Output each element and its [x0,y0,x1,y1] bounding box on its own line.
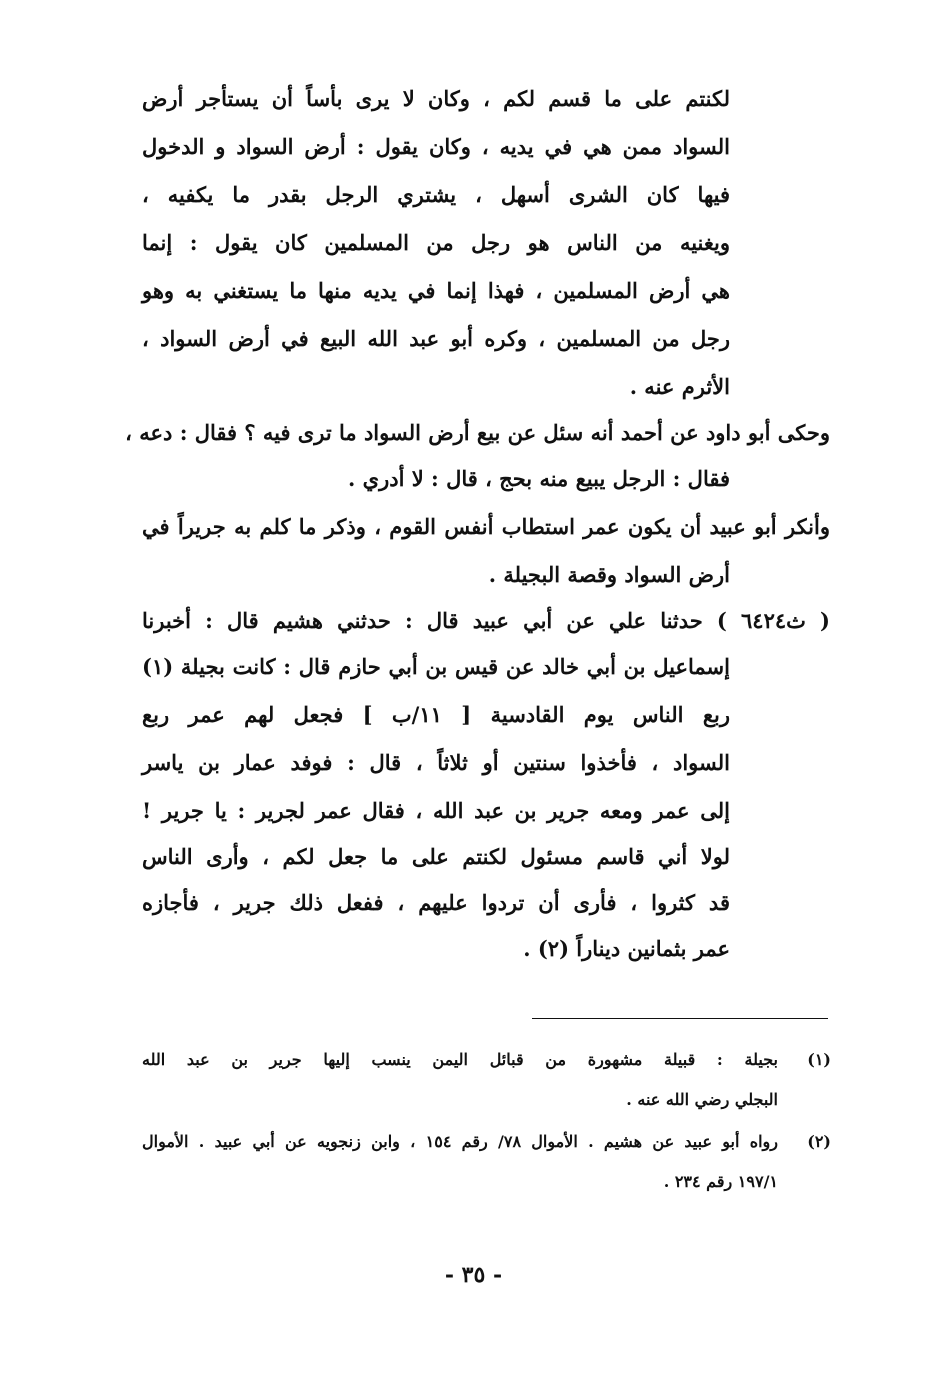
body-line: لكنتم على ما قسم لكم ، وكان لا يرى بأساً أن يستأجر أرض [142,86,730,111]
body-line: السواد ممن هي في يديه ، وكان يقول : أرض السواد و الدخول [142,134,730,159]
body-line: هي أرض المسلمين ، فهذا إنما في يديه منها ما يستغني به وهو [142,278,730,303]
footnote-line: البجلي رضي الله عنه . [626,1090,778,1109]
body-line: قد كثروا ، فأرى أن تردوا عليهم ، ففعل ذلك جرير ، فأجازه [142,890,730,915]
body-line: وحكى أبو داود عن أحمد أنه سئل عن بيع أرض السواد ما ترى فيه ؟ فقال : دعه ، [125,420,830,445]
body-line: إسماعيل بن أبي خالد عن قيس بن أبي حازم قال : كانت بجيلة (١) [142,654,730,679]
body-line: إلى عمر ومعه جرير بن عبد الله ، فقال عمر لجرير : يا جرير ! [142,798,730,823]
footnote-number: (١) [807,1050,831,1069]
body-line: الأثرم عنه . [629,374,730,399]
body-line: ( ث٦٤٢٤ ) حدثنا علي عن أبي عبيد قال : حدثني هشيم قال : أخبرنا [142,608,830,633]
body-line: عمر بثمانين ديناراً (٢) . [523,936,730,961]
body-line: فيها كان الشرى أسهل ، يشتري الرجل بقدر ما يكفيه ، [142,182,730,207]
body-line: ويغنيه من الناس هو رجل من المسلمين كان يقول : إنما [142,230,730,255]
footnote-line: رواه أبو عبيد عن هشيم . الأموال ٧٨/ رقم ١٥٤ ، وابن زنجويه عن أبي عبيد . الأموال [142,1132,778,1151]
body-line: لولا أني قاسم مسئول لكنتم على ما جعل لكم ، وأرى الناس [142,844,730,869]
body-line: رجل من المسلمين ، وكره أبو عبد الله البيع في أرض السواد ، [142,326,730,351]
footnote-line: ١٩٧/١ رقم ٢٣٤ . [663,1172,778,1191]
body-line: السواد ، فأخذوا سنتين أو ثلاثاً ، قال : فوفد عمار بن ياسر [142,750,730,775]
page-number: - ٣٥ - [444,1262,503,1288]
body-line: أرض السواد وقصة البجيلة . [488,562,730,587]
footnote-line: بجيلة : قبيلة مشهورة من قبائل اليمن ينسب إليها جرير بن عبد الله [142,1050,778,1069]
body-line: فقال : الرجل يبيع منه بحج ، قال : لا أدري . [348,466,730,491]
footnote-number: (٢) [807,1132,831,1151]
footnote-separator [532,1018,828,1019]
body-line: ربع الناس يوم القادسية [ ١١/ب ] فجعل لهم عمر ربع [142,702,730,727]
body-line: وأنكر أبو عبيد أن يكون عمر استطاب أنفس القوم ، وذكر ما كلم به جريراً في [142,514,830,539]
